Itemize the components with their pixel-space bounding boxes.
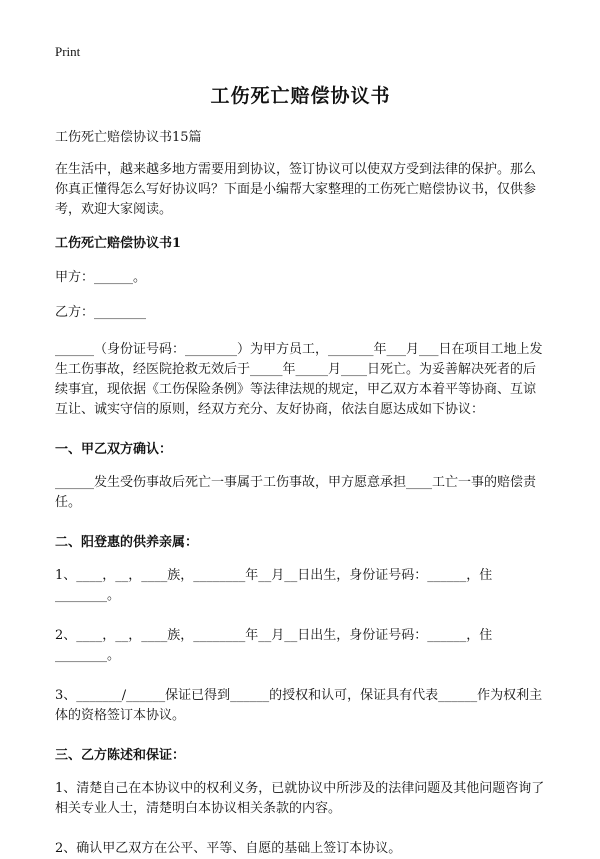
document-title: 工伤死亡赔偿协议书 xyxy=(210,85,391,107)
section-3-item-1: 1、清楚自己在本协议中的权利义务，已就协议中所涉及的法律问题及其他问题咨询了相关专业人士，清楚明白本协议相关条款的内容。 xyxy=(55,781,545,816)
section-3-item-2: 2、确认甲乙双方在公平、平等、自愿的基础上签订本协议。 xyxy=(55,841,402,856)
print-label: Print xyxy=(55,44,81,59)
section-2-heading: 二、阳登惠的供养亲属： xyxy=(55,535,199,550)
section-1-text: ______发生受伤事故后死亡一事属于工伤事故，甲方愿意承担____工亡一事的赔偿责任。 xyxy=(55,475,537,510)
section-2-item-3: 3、_______/______保证已得到______的授权和认可，保证具有代表______作为权利主体的资格签订本协议。 xyxy=(55,688,543,723)
section-3-heading: 三、乙方陈述和保证： xyxy=(55,748,186,763)
document-subtitle: 工伤死亡赔偿协议书15篇 xyxy=(55,130,202,145)
intro-paragraph: 在生活中，越来越多地方需要用到协议，签订协议可以使双方受到法律的保护。那么你真正懂得怎么写好协议吗？下面是小编帮大家整理的工伤死亡赔偿协议书，仅供参考，欢迎大家阅读。 xyxy=(55,162,537,217)
section-2-item-2: 2、____，__，____族，________年__月__日出生，身份证号码：______，住________。 xyxy=(55,628,493,663)
party-b-line: 乙方：________ xyxy=(55,305,147,320)
agreement-heading: 工伤死亡赔偿协议书1 xyxy=(55,236,182,251)
section-2-item-1: 1、____，__，____族，________年__月__日出生，身份证号码：______，住________。 xyxy=(55,568,493,603)
section-1-heading: 一、甲乙双方确认： xyxy=(55,442,173,457)
party-a-line: 甲方：______。 xyxy=(55,270,147,285)
agreement-body-paragraph: ______（身份证号码：________）为甲方员工，_______年___月___日在项目工地上发生工伤事故，经医院抢救无效后于_____年_____月____日死亡。为妥善解决死者的后续事宜，现依据《工伤保险条例》等法律法规的规定，甲乙双方本着平等协商、互谅互让、诚实守信的原则，经双方充分、友好协商，依法自愿达成如下协议： xyxy=(55,342,543,417)
